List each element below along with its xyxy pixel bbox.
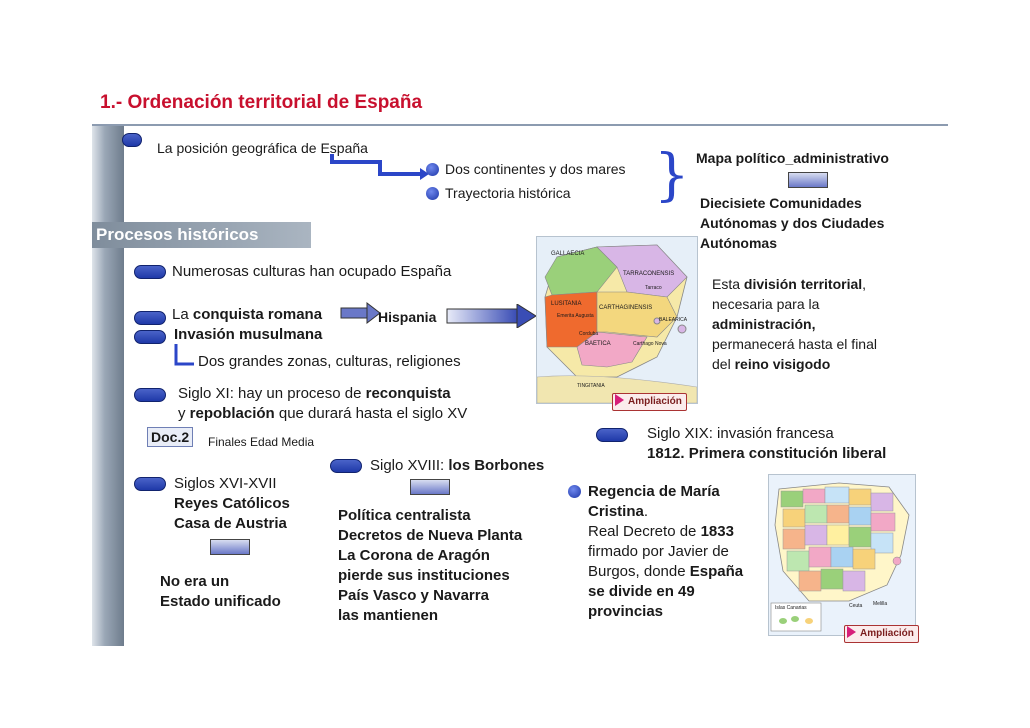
provinces-map	[768, 474, 916, 636]
down-arrow-icon	[410, 479, 450, 495]
map1-label: CARTHAGINENSIS	[599, 305, 653, 311]
posicion-text: La posición geográfica de España	[157, 140, 368, 156]
politica-list: Política centralista Decretos de Nueva Planta La Corona de Aragón pierde sus instituciones País Vasco y Navarra las mantienen	[338, 507, 523, 624]
bullet-icon	[426, 187, 439, 200]
map1-label: Corduba	[579, 331, 599, 337]
bullet-pill-icon	[134, 477, 166, 491]
xvi-line1: Siglos XVI-XVII	[174, 475, 277, 492]
map1-label: GALLAECIA	[551, 251, 585, 257]
roman-hispania-map	[536, 236, 698, 404]
bullet-pill-icon	[134, 388, 166, 402]
culturas-text: Numerosas culturas han ocupado España	[172, 263, 452, 280]
continentes-text: Dos continentes y dos mares	[445, 161, 626, 177]
down-arrow-icon	[210, 539, 250, 555]
map1-label: TINGITANIA	[577, 383, 605, 389]
bullet-pill-icon	[330, 459, 362, 473]
map2-label: Ceuta	[849, 603, 863, 609]
dos-zonas-text: Dos grandes zonas, culturas, religiones	[198, 353, 461, 370]
connector-arrow-icon	[330, 152, 430, 182]
title-divider	[92, 124, 948, 126]
play-icon	[847, 626, 856, 638]
siglo-xix-text: Siglo XIX: invasión francesa	[647, 425, 834, 442]
ampliacion-button-2[interactable]: Ampliación	[844, 625, 919, 643]
siglo-xi-text: Siglo XI: hay un proceso de reconquista	[178, 385, 451, 402]
trayectoria-text: Trayectoria histórica	[445, 185, 571, 201]
bullet-pill-icon	[122, 133, 142, 147]
no-era-line2: Estado unificado	[160, 593, 281, 610]
no-era-line1: No era un	[160, 573, 230, 590]
bullet-icon	[426, 163, 439, 176]
xvi-line2: Reyes Católicos	[174, 495, 290, 512]
siglo-xviii-text: Siglo XVIII: los Borbones	[370, 457, 545, 474]
comunidades-line1: Diecisiete Comunidades	[700, 195, 862, 211]
bullet-pill-icon	[596, 428, 628, 442]
bullet-pill-icon	[134, 265, 166, 279]
bullet-pill-icon	[134, 311, 166, 325]
comunidades-line2: Autónomas y dos Ciudades	[700, 215, 885, 231]
right-arrow-icon	[340, 302, 382, 324]
map1-label: Carthago Nova	[633, 341, 667, 347]
map1-label: TARRACONENSIS	[623, 271, 675, 277]
ampliacion-button-1[interactable]: Ampliación	[612, 393, 687, 411]
map1-label: LUSITANIA	[551, 301, 582, 307]
map1-label: BAETICA	[585, 341, 611, 347]
finales-text: Finales Edad Media	[208, 435, 315, 449]
invasion-text: Invasión musulmana	[174, 326, 323, 343]
bullet-pill-icon	[134, 330, 166, 344]
xvi-line3: Casa de Austria	[174, 515, 287, 532]
page-title: 1.- Ordenación territorial de España	[100, 92, 423, 113]
curly-brace-icon: }	[654, 143, 690, 208]
constitucion-text: 1812. Primera constitución liberal	[647, 445, 887, 462]
mapa-politico-title: Mapa político_administrativo	[696, 150, 889, 166]
doc-button[interactable]: Doc.2	[147, 427, 193, 447]
play-icon	[615, 394, 624, 406]
bullet-icon	[568, 485, 581, 498]
map2-label: Islas Canarias	[775, 605, 807, 611]
left-sidebar-bar	[92, 126, 124, 646]
comunidades-line3: Autónomas	[700, 235, 777, 251]
repoblacion-text: y repoblación que durará hasta el siglo XV	[178, 405, 468, 422]
down-arrow-icon	[788, 172, 828, 188]
map1-label: BALEARICA	[659, 317, 688, 323]
section-banner: Procesos históricos	[92, 222, 311, 248]
hispania-text: Hispania	[378, 309, 437, 325]
regencia-paragraph: Regencia de María Cristina. Real Decreto de 1833 firmado por Javier de Burgos, donde España se divide en 49 provincias	[588, 483, 744, 620]
map2-label: Melilla	[873, 601, 888, 607]
map1-label: Tarraco	[645, 285, 662, 291]
map1-label: Emerita Augusta	[557, 313, 594, 319]
conquista-text: La conquista romana	[172, 306, 323, 323]
division-paragraph: Esta división territorial, necesaria para la administración, permanecerá hasta el final del reino visigodo	[712, 276, 877, 372]
arrow-to-map-icon	[446, 304, 538, 328]
elbow-line-icon	[174, 344, 196, 368]
